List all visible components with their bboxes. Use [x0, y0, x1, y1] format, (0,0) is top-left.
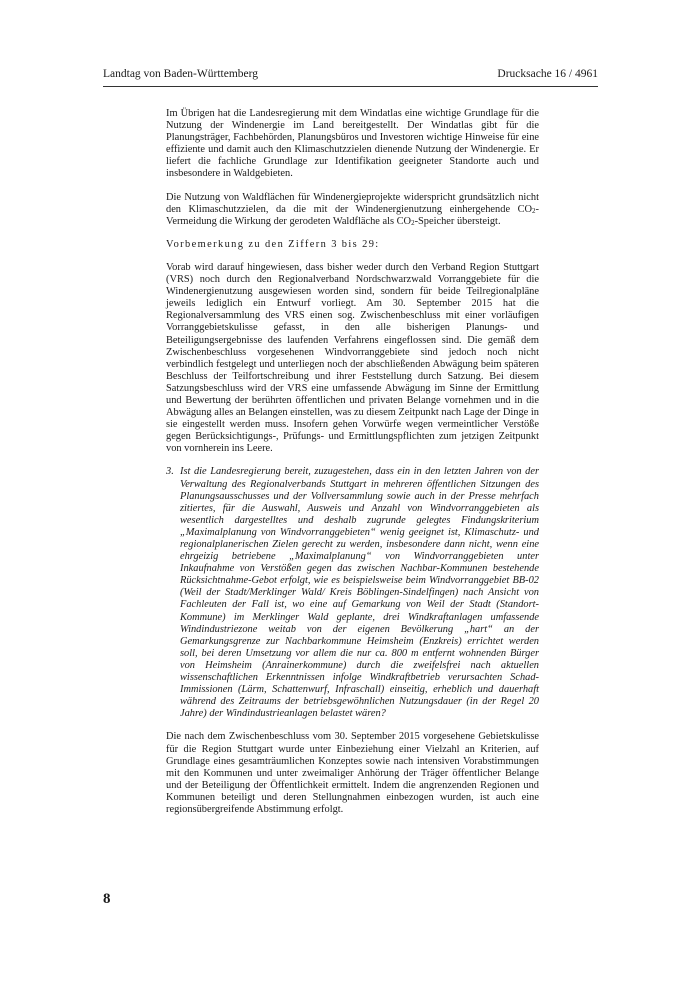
- running-header: [103, 68, 598, 84]
- subscript-2: 2: [411, 218, 415, 227]
- paragraph-answer-3: Die nach dem Zwischenbeschluss vom 30. September 2015 vorgesehene Gebietskulisse für die Region Stuttgart wurde unter Einbeziehung einer Vielzahl an Kriterien, auf Grundlage eines gesamträumlichen Konzeptes sowie nach intensiven Vorabstimmungen mit den Kommunen und unter zweimaliger Anhörung der Träger öffentlicher Belange und der Beteiligung der Öffentlichkeit ermittelt. Indem die angrenzenden Regionen und Kommunen beteiligt und deren Stellungnahmen einbezogen wurden, ist auch eine regionsübergreifende Abstimmung erfolgt.: [166, 731, 539, 815]
- subscript-2: 2: [532, 206, 536, 215]
- document-body: [166, 108, 539, 827]
- paragraph-vorbemerkung: Vorab wird darauf hingewiesen, dass bisher weder durch den Verband Region Stuttgart (VRS) noch durch den Regionalverband Nordschwarzwald Vorranggebiete für die Windenergienutzung ausgewiesen worden sind, sondern für beide Teilregionalpläne jeweils lediglich ein Entwurf vorliegt. Am 30. September 2015 hat die Regionalversammlung des VRS einen sog. Zwischenbeschluss mit einer vorläufigen Vorranggebietskulisse gefasst, in den alle bisherigen Planungs- und Beteiligungsergebnisse des laufenden Verfahrens eingeflossen sind. Die gemäß dem Zwischenbeschluss vorgesehenen Windvorranggebiete sind jedoch noch nicht verbindlich festgelegt und unterliegen noch der abschließenden Abwägung beim späteren Beschluss der Teilfortschreibung und ihrer Feststellung durch Satzung. Bei diesem Satzungsbeschluss wird der VRS eine umfassende Abwägung im Sinne der Ermittlung und Bewertung der berührten öffentlichen und privaten Belange vornehmen und in die Abwägung alles an Belangen einstellen, was zu diesem Zeitpunkt nach Lage der Dinge in sie eingestellt werden muss. Insofern gehen Vorwürfe wegen vermeintlicher Verstöße gegen Berücksichtigungs-, Prüfungs- und Ermittlungspflichten zum jetzigen Zeitpunkt von vornherein ins Leere.: [166, 261, 539, 455]
- paragraph-waldflaechen-part-a: Die Nutzung von Waldflächen für Windenergieprojekte widerspricht grundsätzlich nicht den Klimaschutzzielen, da die mit der Windenergienutzung einhergehende CO: [166, 191, 539, 215]
- question-3: [166, 466, 539, 720]
- header-document-number: Drucksache 16 / 4961: [497, 68, 598, 80]
- page-number: 8: [103, 891, 111, 907]
- paragraph-waldflaechen-part-c: -Speicher übersteigt.: [414, 215, 501, 227]
- paragraph-waldflaechen-part-b: -Vermeidung die Wirkung der gerodeten Waldfläche als CO: [166, 203, 539, 227]
- question-number: 3.: [166, 466, 174, 478]
- header-rule: [103, 86, 598, 87]
- preliminary-remark-heading: Vorbemerkung zu den Ziffern 3 bis 29:: [166, 238, 380, 250]
- question-text: Ist die Landesregierung bereit, zuzugestehen, dass ein in den letzten Jahren von der Verwaltung des Regionalverbands Stuttgart in mehreren öffentlichen Sitzungen des Planungsausschusses und der Vollversammlung sowie auch in der Presse mehrfach zitiertes, für die Auswahl, Ausweis und Anzahl von Windvorranggebieten als wesentlich dargestelltes und deshalb zugrunde gelegtes Findungskriterium „Maximalplanung von Windvorranggebieten“ wenig geeignet ist, Klimaschutz- und regionalplanerischen Zielen gerecht zu werden, insbesondere dann nicht, wenn eine ehrgeizig betriebene „Maximalplanung“ von Windvorranggebieten unter Inkaufnahme von Verstößen gegen das zwischen Nachbar-Kommunen bestehende Rücksichtnahme-Gebot erfolgt, wie es beispielsweise beim Windvorranggebiet BB-02 (Weil der Stadt/Merklinger Wald/ Kreis Böblingen-Sindelfingen) nach Ansicht von Fachleuten der Fall ist, wo eine auf Gemarkung von Weil der Stadt (Standort-Kommune) im Merklinger Wald geplante, drei Windkraftanlagen umfassende Windindustriezone weitab von der eigenen Bevölkerung „hart“ an der Gemarkungsgrenze zur Nachbarkommune Heimsheim (Enzkreis) errichtet werden soll, bei deren Umsetzung vor allem die nur ca. 800 m entfernt wohnenden Bürger von Heimsheim (Anrainerkommune) durch die zweifelsfrei nach aktuellen wissenschaftlichen Erkenntnissen infolge Windkraftbetrieb verursachten Schad-Immissionen (Lärm, Schattenwurf, Infraschall) einseitig, erheblich und dauerhaft während des Zeitraums der betriebsgewöhnlichen Nutzungsdauer (in der Regel 20 Jahre) der Windindustrieanlagen belastet wären?: [180, 466, 539, 720]
- paragraph-windatlas: Im Übrigen hat die Landesregierung mit dem Windatlas eine wichtige Grundlage für die Nutzung der Windenergie im Land bereitgestellt. Der Windatlas gibt für die Planungsträger, Fachbehörden, Planungsbüros und Investoren wichtige Hinweise für eine effiziente und damit auch den Klimaschutzzielen dienende Nutzung der Windenergie. Er liefert die fachliche Grundlage zur Identifikation geeigneter Standorte auch und insbesondere in Waldgebieten.: [166, 108, 539, 180]
- paragraph-waldflaechen: [166, 192, 539, 228]
- header-parliament-name: Landtag von Baden-Württemberg: [103, 68, 258, 80]
